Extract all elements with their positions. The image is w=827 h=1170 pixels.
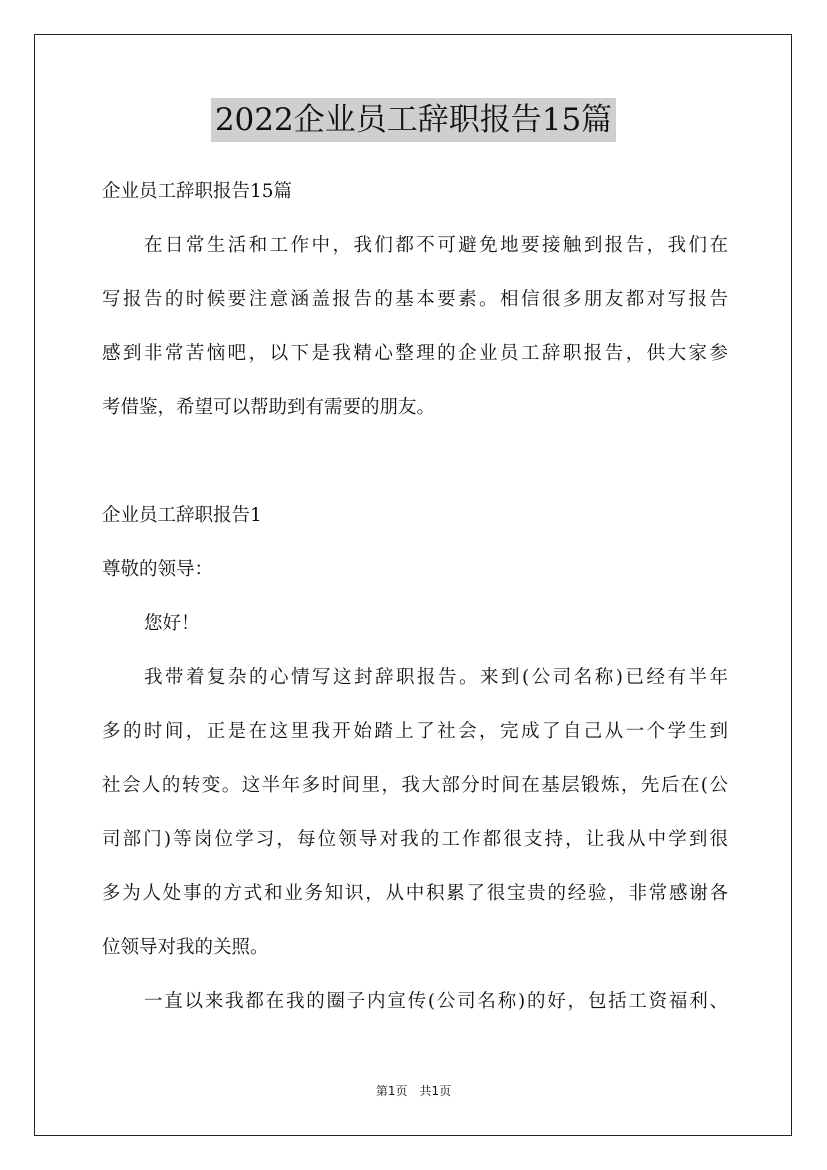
text-line: 企业员工辞职报告1: [102, 505, 262, 526]
document-body: [102, 165, 728, 1029]
text-line: 司部门)等岗位学习，每位领导对我的工作都很支持，让我从中学到很: [102, 829, 728, 850]
text-line: 写报告的时候要注意涵盖报告的基本要素。相信很多朋友都对写报告: [102, 289, 728, 310]
text-line: 感到非常苦恼吧，以下是我精心整理的企业员工辞职报告，供大家参: [102, 343, 728, 364]
text-line: 考借鉴，希望可以帮助到有需要的朋友。: [102, 397, 436, 418]
text-line: 位领导对我的关照。: [102, 937, 269, 958]
text-line: 企业员工辞职报告15篇: [102, 181, 293, 202]
text-line: 多的时间，正是在这里我开始踏上了社会，完成了自己从一个学生到: [102, 721, 728, 742]
blank-line: [102, 435, 728, 489]
text-line: 社会人的转变。这半年多时间里，我大部分时间在基层锻炼，先后在(公: [102, 775, 728, 796]
text-line: 多为人处事的方式和业务知识，从中积累了很宝贵的经验，非常感谢各: [102, 883, 728, 904]
text-line: 您好！: [144, 613, 200, 634]
text-line: 我带着复杂的心情写这封辞职报告。来到(公司名称)已经有半年: [144, 667, 728, 688]
text-line: 一直以来我都在我的圈子内宣传(公司名称)的好，包括工资福利、: [144, 991, 728, 1012]
text-line: 在日常生活和工作中，我们都不可避免地要接触到报告，我们在: [144, 235, 728, 256]
text-line: 尊敬的领导：: [102, 559, 214, 580]
page-footer: 第1页 共1页: [375, 1084, 452, 1098]
title-container: [0, 98, 827, 142]
document-title: 2022企业员工辞职报告15篇: [211, 98, 616, 142]
